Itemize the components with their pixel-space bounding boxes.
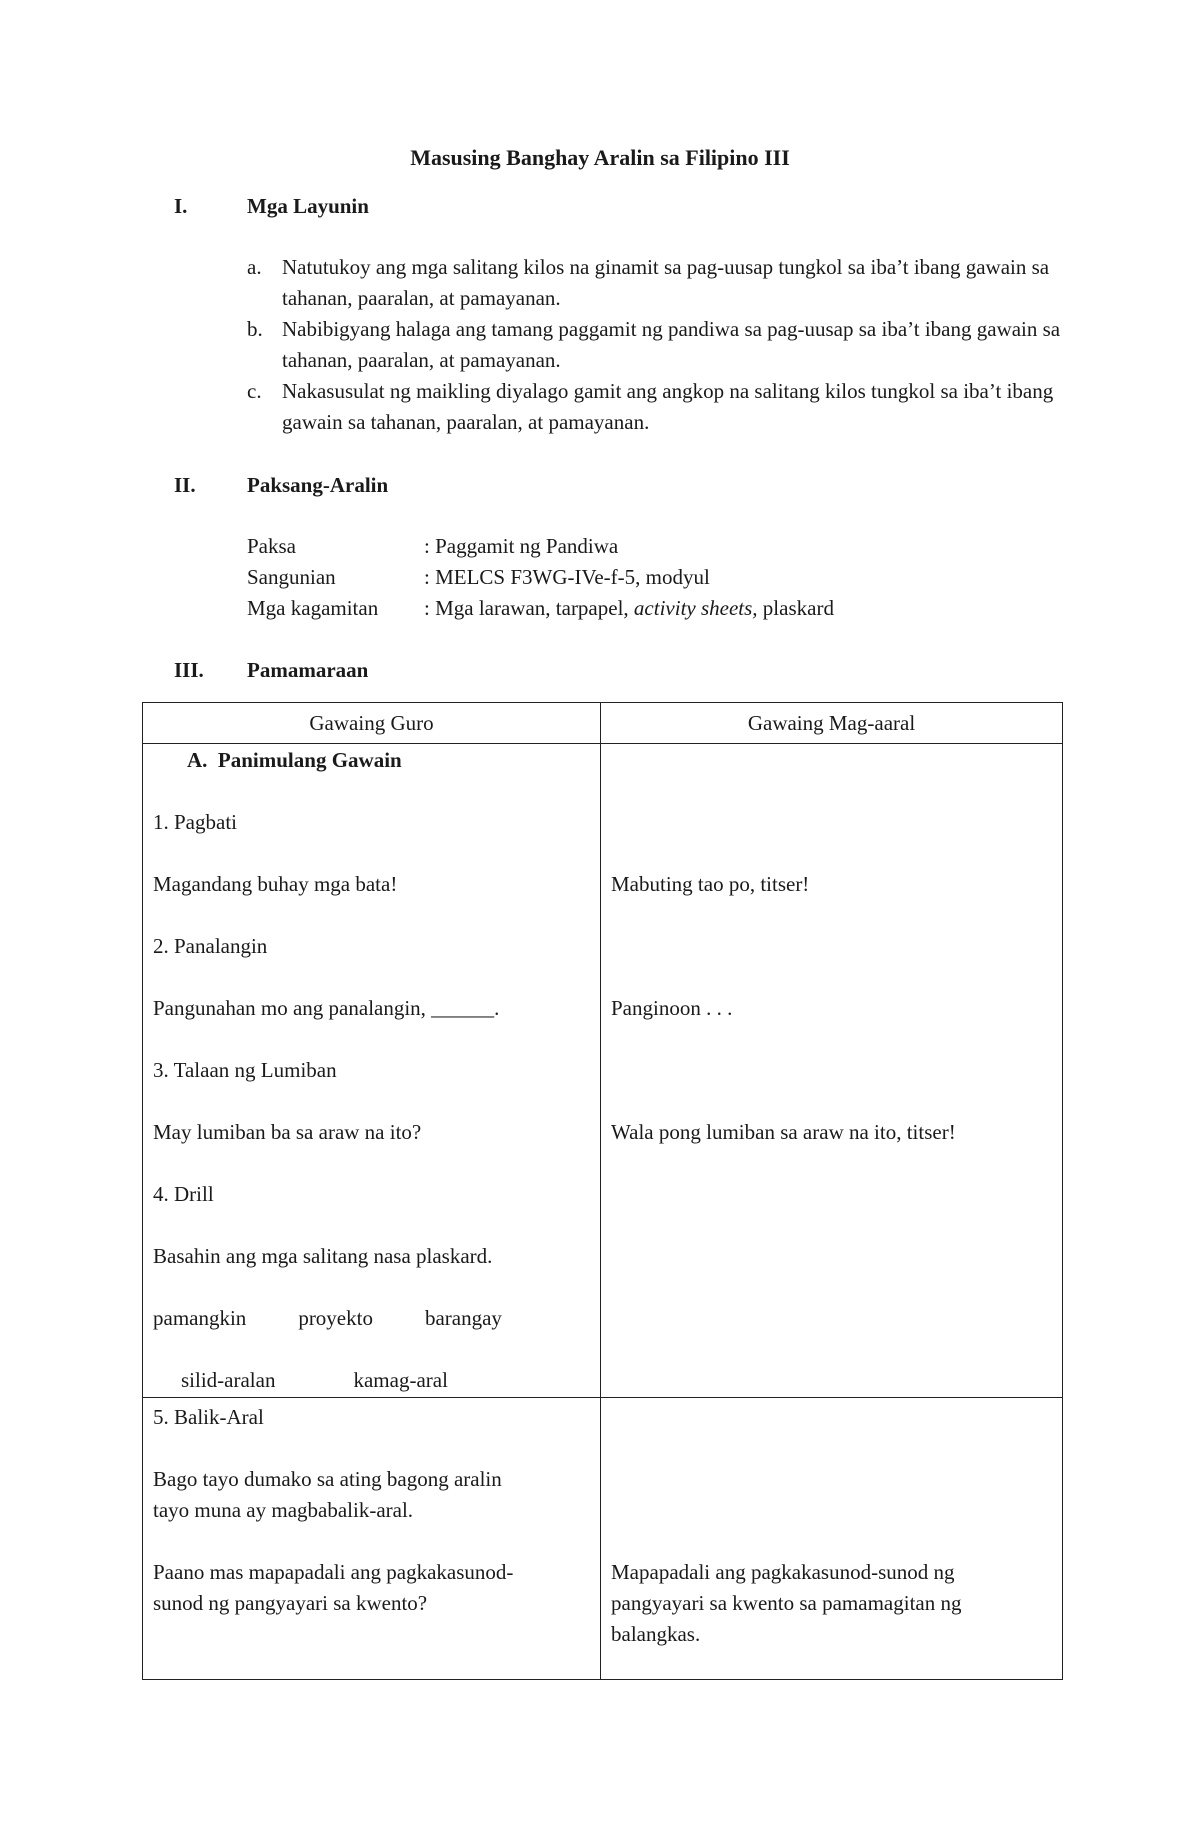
kagamitan-value-italic: activity sheets,	[633, 596, 758, 620]
answer-line-3: balangkas.	[611, 1622, 701, 1646]
paksa-value: : Paggamit ng Pandiwa	[424, 534, 619, 558]
objective-letter: a.	[247, 255, 262, 279]
section-2-number: II.	[174, 473, 196, 497]
objective-letter: c.	[247, 379, 262, 403]
panalangin-label: 2. Panalangin	[153, 934, 268, 958]
sangunian-label: Sangunian	[247, 565, 336, 589]
panimulang-gawain-heading: A. Panimulang Gawain	[187, 748, 402, 772]
objective-text: Natutukoy ang mga salitang kilos na ginamit sa pag-uusap tungkol sa iba’t ibang gawain sa tahanan, paaralan, at pamayanan.	[282, 255, 1050, 310]
table-row	[143, 1398, 1063, 1680]
procedure-table	[142, 702, 1063, 1680]
header-guro: Gawaing Guro	[143, 703, 601, 744]
kagamitan-label: Mga kagamitan	[247, 596, 379, 620]
guro-cell-1	[143, 744, 601, 1398]
absent-question: May lumiban ba sa araw na ito?	[153, 1120, 422, 1144]
balik-aral-label: 5. Balik-Aral	[153, 1405, 264, 1429]
section-3-title: Pamamaraan	[247, 658, 369, 682]
greeting-text: Magandang buhay mga bata!	[153, 872, 398, 896]
prayer-reply: Panginoon . . .	[611, 996, 733, 1020]
section-1-number: I.	[174, 194, 188, 218]
greeting-reply: Mabuting tao po, titser!	[611, 872, 810, 896]
objective-letter: b.	[247, 317, 263, 341]
drill-words-row-2	[153, 1365, 590, 1396]
objective-text: Nabibigyang halaga ang tamang paggamit ng pandiwa sa pag-uusap sa iba’t ibang gawain sa tahanan, paaralan, at pamayanan.	[282, 317, 1061, 372]
objective-a	[247, 252, 1077, 314]
pagbati-label: 1. Pagbati	[153, 810, 237, 834]
objective-b	[247, 314, 1077, 376]
drill-words-row-1	[153, 1303, 590, 1334]
table-header-row	[143, 703, 1063, 744]
intro-line-1: Bago tayo dumako sa ating bagong aralin	[153, 1467, 502, 1491]
objective-c	[247, 376, 1077, 438]
kagamitan-value-suffix: plaskard	[757, 596, 834, 620]
mag-aaral-cell-1	[601, 744, 1063, 1398]
sangunian-value: : MELCS F3WG-IVe-f-5, modyul	[424, 565, 710, 589]
answer-line-2: pangyayari sa kwento sa pamamagitan ng	[611, 1591, 962, 1615]
section-1-title: Mga Layunin	[247, 194, 369, 218]
table-row	[143, 744, 1063, 1398]
kagamitan-value	[424, 593, 834, 624]
section-3-number: III.	[174, 658, 204, 682]
drill-instruction: Basahin ang mga salitang nasa plaskard.	[153, 1244, 493, 1268]
paksa-label: Paksa	[247, 534, 296, 558]
drill-word: barangay	[424, 1306, 502, 1330]
question-line-2: sunod ng pangyayari sa kwento?	[153, 1591, 428, 1615]
absent-reply: Wala pong lumiban sa araw na ito, titser!	[611, 1120, 956, 1144]
question-line-1: Paano mas mapapadali ang pagkakasunod-	[153, 1560, 514, 1584]
drill-word: kamag-aral	[353, 1368, 448, 1392]
guro-cell-2	[143, 1398, 601, 1680]
header-mag-aaral: Gawaing Mag-aaral	[601, 703, 1063, 744]
document-title: Masusing Banghay Aralin sa Filipino III	[410, 145, 790, 170]
drill-label: 4. Drill	[153, 1182, 214, 1206]
intro-line-2: tayo muna ay magbabalik-aral.	[153, 1498, 414, 1522]
talaan-label: 3. Talaan ng Lumiban	[153, 1058, 337, 1082]
drill-word: proyekto	[298, 1306, 373, 1330]
objective-text: Nakasusulat ng maikling diyalago gamit ang angkop na salitang kilos tungkol sa iba’t ibang gawain sa tahanan, paaralan, at pamayanan.	[282, 379, 1054, 434]
prayer-text: Pangunahan mo ang panalangin, ______.	[153, 996, 500, 1020]
kagamitan-value-prefix: : Mga larawan, tarpapel,	[424, 596, 634, 620]
section-2-title: Paksang-Aralin	[247, 473, 389, 497]
drill-word: silid-aralan	[181, 1368, 276, 1392]
drill-word: pamangkin	[153, 1306, 247, 1330]
mag-aaral-cell-2	[601, 1398, 1063, 1680]
answer-line-1: Mapapadali ang pagkakasunod-sunod ng	[611, 1560, 955, 1584]
